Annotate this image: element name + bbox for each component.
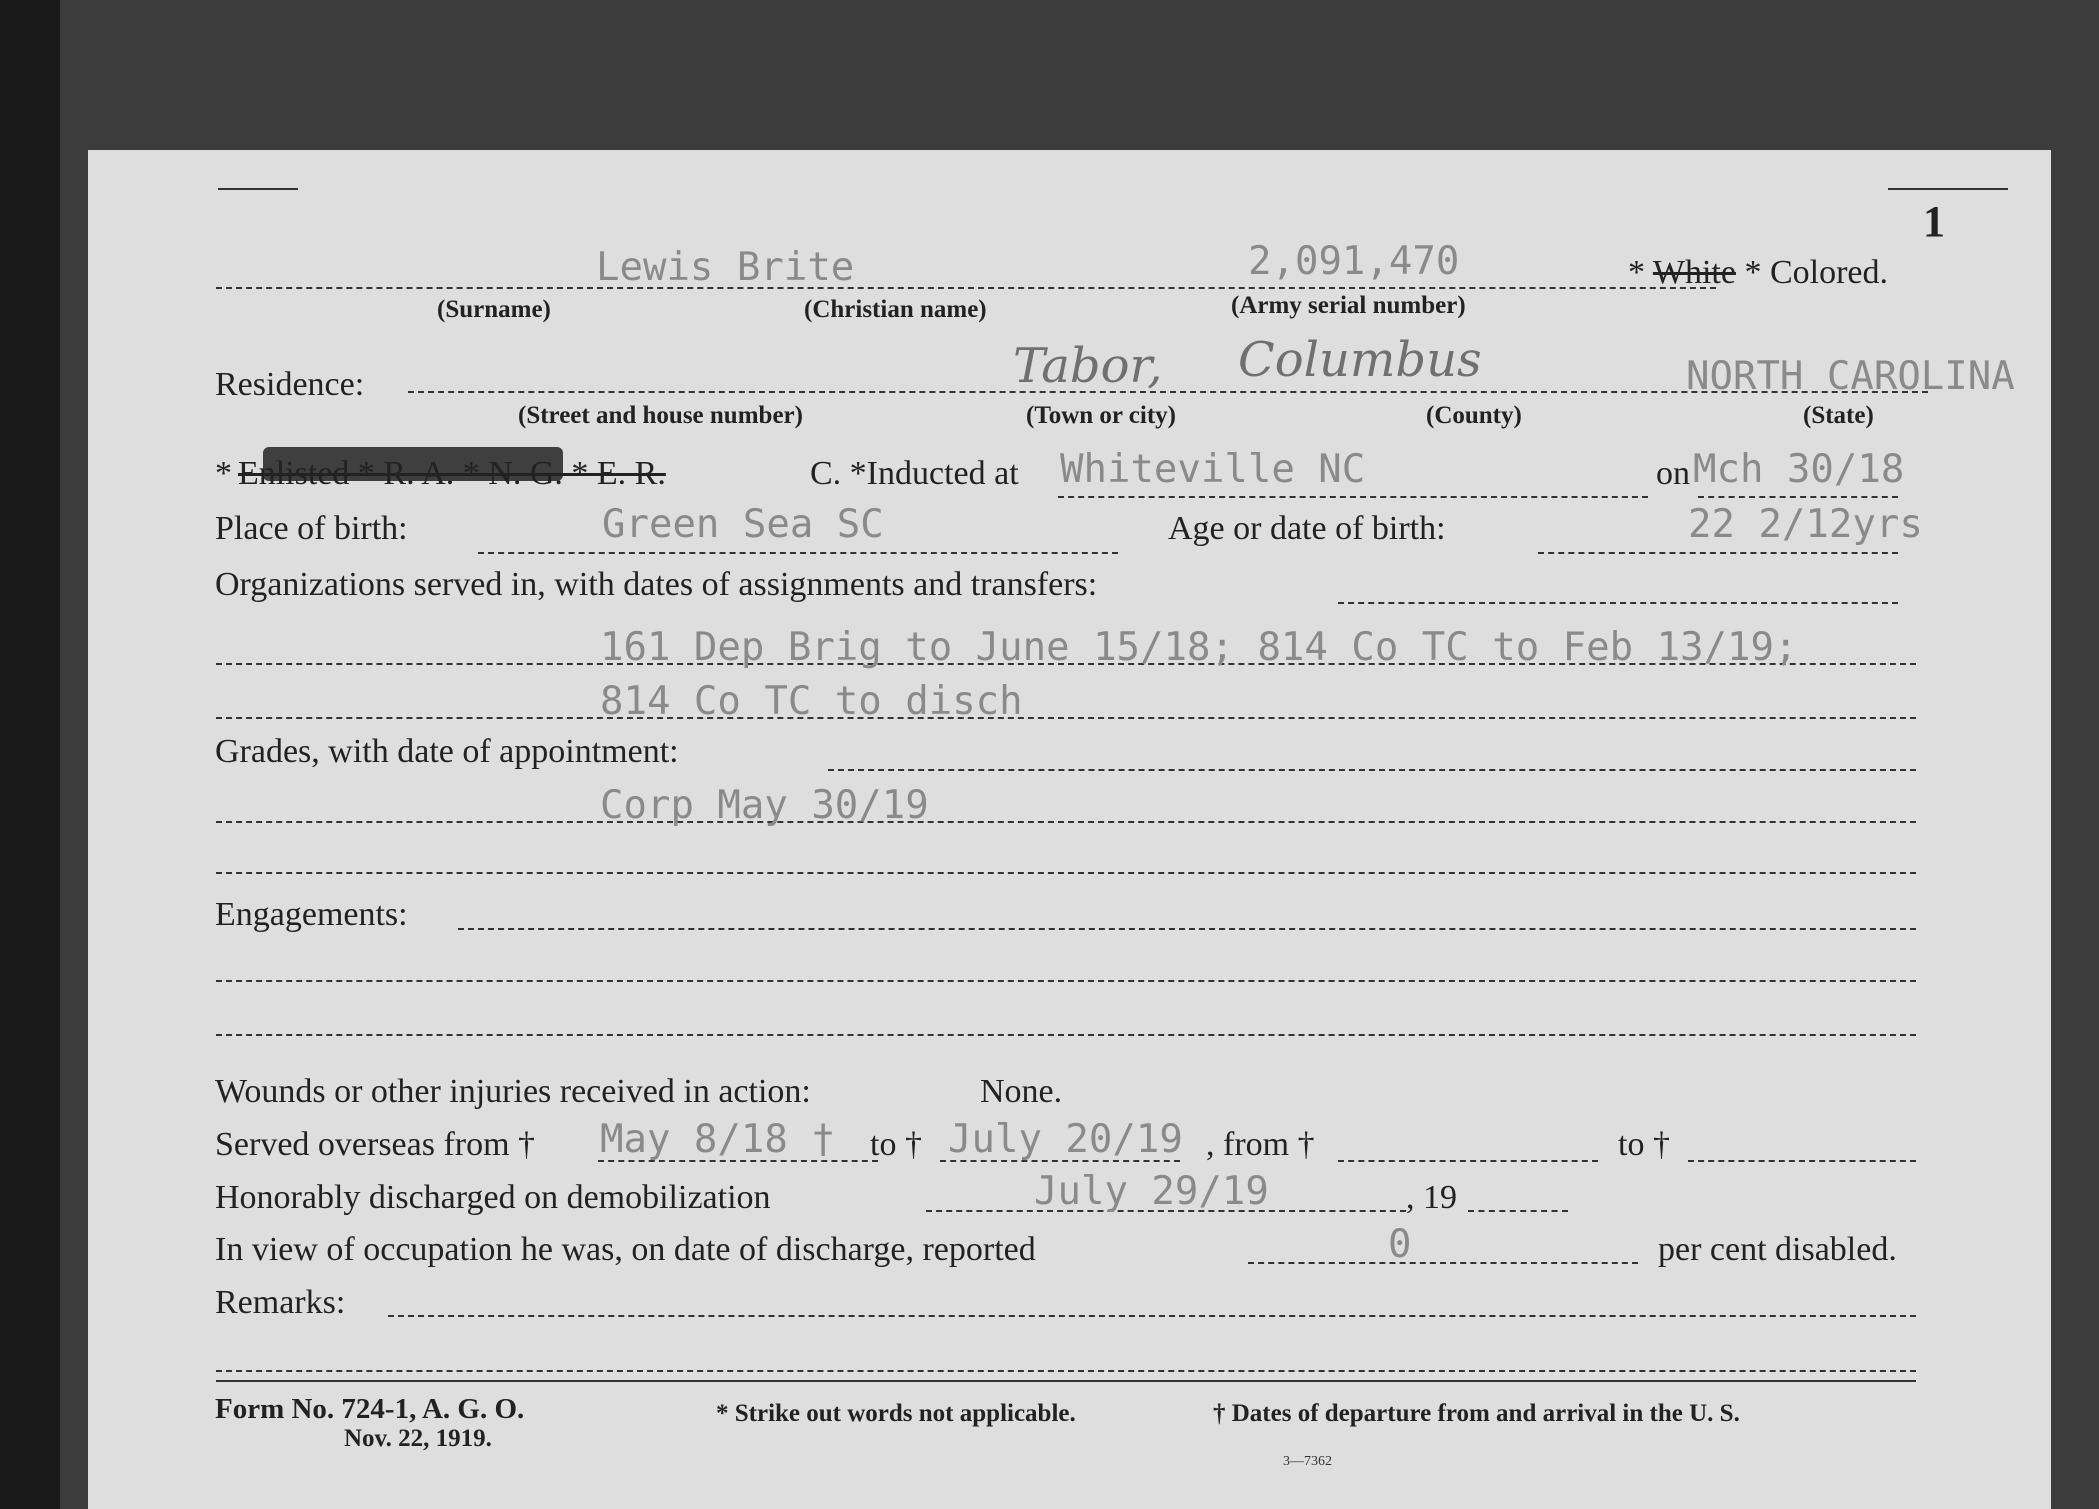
- caption-christian-name: (Christian name): [804, 296, 987, 323]
- disability-suffix: per cent disabled.: [1658, 1231, 1897, 1268]
- grades-label: Grades, with date of appointment:: [215, 733, 679, 770]
- overseas-from-line-2: [1338, 1160, 1598, 1162]
- discharge-label: Honorably discharged on demobilization: [215, 1179, 771, 1216]
- form-number: Form No. 724-1, A. G. O.: [215, 1393, 525, 1425]
- inducted-at-value: Whiteville NC: [1060, 447, 1366, 492]
- print-code: 3—7362: [1283, 1454, 1332, 1469]
- footnote-strike-out: * Strike out words not applicable.: [716, 1400, 1076, 1427]
- induction-date: Mch 30/18: [1693, 447, 1905, 492]
- birth-place-line: [478, 552, 1118, 554]
- service-record-card: [88, 150, 2051, 1509]
- card-number: 1: [1923, 197, 1945, 246]
- caption-county: (County): [1426, 402, 1522, 429]
- induction-date-line: [1698, 496, 1898, 498]
- age-label: Age or date of birth:: [1168, 510, 1446, 547]
- overseas-label: Served overseas from †: [215, 1126, 536, 1163]
- overseas-to-value: July 20/19: [948, 1117, 1183, 1162]
- overseas-to-label: to †: [870, 1126, 922, 1163]
- serial-value: 2,091,470: [1248, 239, 1460, 284]
- grades-line-1: [216, 821, 1916, 823]
- remarks-line-2: [216, 1370, 1916, 1372]
- place-of-birth-label: Place of birth:: [215, 510, 408, 547]
- footer-rule: [216, 1380, 1916, 1382]
- remarks-line-1: [388, 1315, 1916, 1317]
- form-date: Nov. 22, 1919.: [344, 1425, 492, 1452]
- dark-background-left: [0, 0, 60, 1509]
- place-of-birth-value: Green Sea SC: [602, 502, 884, 547]
- grades-line-2: [216, 872, 1916, 874]
- wounds-value: None.: [980, 1073, 1063, 1110]
- remarks-label: Remarks:: [215, 1284, 346, 1321]
- engagements-line-0: [458, 928, 1916, 930]
- overseas-from-value: May 8/18 †: [600, 1117, 835, 1162]
- race-field: * White * Colored.: [1628, 254, 1889, 291]
- organizations-entry-2: 814 Co TC to disch: [600, 679, 1023, 724]
- grades-entry-1: Corp May 30/19: [600, 783, 929, 828]
- footnote-dates: † Dates of departure from and arrival in the U. S.: [1213, 1400, 1740, 1427]
- enlistment-inducted-label: C. *Inducted at: [810, 455, 1019, 492]
- organizations-entry-1: 161 Dep Brig to June 15/18; 814 Co TC to Feb 13/19;: [600, 625, 1798, 670]
- disability-line: [1248, 1262, 1638, 1264]
- discharge-year-suffix: , 19: [1406, 1179, 1457, 1216]
- residence-county: Columbus: [1238, 332, 1482, 388]
- caption-street: (Street and house number): [518, 402, 803, 429]
- residence-town: Tabor,: [1013, 338, 1163, 394]
- age-value: 22 2/12yrs: [1688, 502, 1923, 547]
- race-kept: Colored.: [1769, 254, 1889, 291]
- overseas-from-label-2: , from †: [1206, 1126, 1315, 1163]
- enlistment-struck-text: Enlisted * R. A. * N. G. * E. R.: [238, 455, 666, 492]
- engagements-line-1: [216, 980, 1916, 982]
- engagements-label: Engagements:: [215, 896, 408, 933]
- enlistment-prefix: *: [215, 455, 232, 492]
- discharge-year-line: [1468, 1210, 1568, 1212]
- organizations-line-0: [1338, 602, 1898, 604]
- engagements-line-2: [216, 1034, 1916, 1036]
- caption-town: (Town or city): [1026, 402, 1176, 429]
- caption-surname: (Surname): [437, 296, 551, 323]
- discharge-date: July 29/19: [1034, 1169, 1269, 1214]
- organizations-label: Organizations served in, with dates of assignments and transfers:: [215, 566, 1098, 603]
- top-left-rule: [218, 188, 298, 190]
- disability-value: 0: [1388, 1222, 1412, 1267]
- age-line: [1538, 552, 1898, 554]
- race-struck: White: [1652, 254, 1736, 291]
- on-label: on: [1656, 455, 1690, 492]
- caption-serial-number: (Army serial number): [1231, 292, 1466, 319]
- name-line: [216, 287, 1716, 289]
- residence-label: Residence:: [215, 366, 365, 403]
- inducted-line: [1058, 496, 1648, 498]
- top-right-rule: [1888, 188, 2008, 190]
- disability-label: In view of occupation he was, on date of discharge, reported: [215, 1231, 1036, 1268]
- wounds-label: Wounds or other injuries received in action:: [215, 1073, 811, 1110]
- surname-value: Lewis Brite: [596, 245, 855, 290]
- overseas-to-label-2: to †: [1618, 1126, 1670, 1163]
- organizations-line-2: [216, 717, 1916, 719]
- caption-state: (State): [1803, 402, 1874, 429]
- overseas-to-line-2: [1688, 1160, 1916, 1162]
- grades-line-0: [828, 769, 1916, 771]
- residence-state: NORTH CAROLINA: [1686, 354, 2015, 399]
